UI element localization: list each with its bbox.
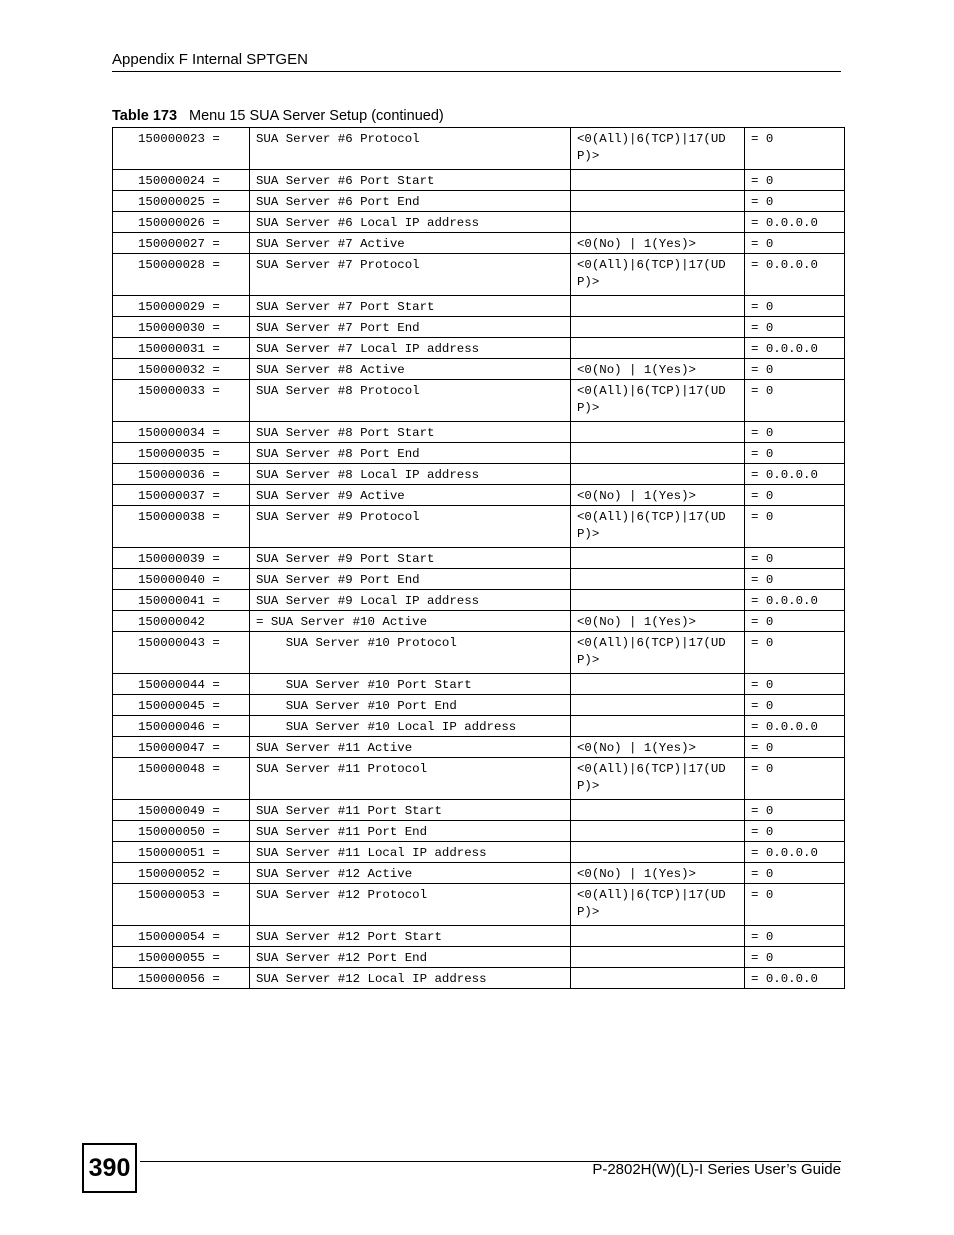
- table-row: [113, 485, 845, 506]
- table-row: [113, 800, 845, 821]
- parameter-value-cell: = 0: [745, 800, 845, 821]
- guide-title: P-2802H(W)(L)-I Series User’s Guide: [592, 1161, 841, 1178]
- parameter-range-cell: <0(No) | 1(Yes)>: [571, 233, 745, 254]
- parameter-code-cell: 150000039 =: [113, 548, 250, 569]
- table-body: [113, 128, 845, 989]
- parameter-range-cell: <0(No) | 1(Yes)>: [571, 359, 745, 380]
- table-row: [113, 569, 845, 590]
- header-divider: [112, 71, 841, 72]
- parameter-name-cell: SUA Server #6 Port End: [250, 191, 571, 212]
- parameter-value-cell: = 0: [745, 758, 845, 800]
- parameter-name-cell: SUA Server #12 Local IP address: [250, 968, 571, 989]
- parameter-code-cell: 150000048 =: [113, 758, 250, 800]
- table-row: [113, 716, 845, 737]
- table-row: [113, 170, 845, 191]
- parameter-range-cell: [571, 716, 745, 737]
- parameter-range-cell: [571, 443, 745, 464]
- parameter-code-cell: 150000043 =: [113, 632, 250, 674]
- table-row: [113, 548, 845, 569]
- table-row: [113, 737, 845, 758]
- parameter-code-cell: 150000031 =: [113, 338, 250, 359]
- running-header: Appendix F Internal SPTGEN: [112, 51, 308, 68]
- parameter-value-cell: = 0: [745, 170, 845, 191]
- table-row: [113, 926, 845, 947]
- parameter-code-cell: 150000054 =: [113, 926, 250, 947]
- parameter-value-cell: = 0: [745, 569, 845, 590]
- parameter-value-cell: = 0.0.0.0: [745, 590, 845, 611]
- parameter-name-cell: SUA Server #8 Port Start: [250, 422, 571, 443]
- table-row: [113, 359, 845, 380]
- parameter-range-cell: <0(All)|6(TCP)|17(UDP)>: [571, 884, 745, 926]
- table-row: [113, 338, 845, 359]
- table-row: [113, 695, 845, 716]
- table-row: [113, 212, 845, 233]
- table-row: [113, 758, 845, 800]
- parameter-name-cell: SUA Server #7 Protocol: [250, 254, 571, 296]
- parameter-value-cell: = 0: [745, 506, 845, 548]
- parameter-value-cell: = 0.0.0.0: [745, 716, 845, 737]
- parameter-value-cell: = 0: [745, 359, 845, 380]
- parameter-value-cell: = 0.0.0.0: [745, 338, 845, 359]
- parameter-code-cell: 150000050 =: [113, 821, 250, 842]
- table-row: [113, 632, 845, 674]
- parameter-code-cell: 150000045 =: [113, 695, 250, 716]
- parameter-value-cell: = 0: [745, 380, 845, 422]
- parameter-code-cell: 150000046 =: [113, 716, 250, 737]
- parameter-value-cell: = 0: [745, 674, 845, 695]
- parameter-code-cell: 150000037 =: [113, 485, 250, 506]
- parameter-range-cell: [571, 674, 745, 695]
- parameter-range-cell: [571, 968, 745, 989]
- table-row: [113, 191, 845, 212]
- parameter-value-cell: = 0: [745, 485, 845, 506]
- table-row: [113, 968, 845, 989]
- table-row: [113, 821, 845, 842]
- parameter-name-cell: SUA Server #7 Active: [250, 233, 571, 254]
- parameter-code-cell: 150000030 =: [113, 317, 250, 338]
- parameter-range-cell: [571, 317, 745, 338]
- parameter-range-cell: <0(All)|6(TCP)|17(UDP)>: [571, 632, 745, 674]
- parameter-value-cell: = 0: [745, 926, 845, 947]
- parameter-name-cell: SUA Server #8 Protocol: [250, 380, 571, 422]
- table-row: [113, 464, 845, 485]
- parameter-name-cell: SUA Server #11 Protocol: [250, 758, 571, 800]
- parameter-value-cell: = 0.0.0.0: [745, 254, 845, 296]
- parameter-value-cell: = 0: [745, 863, 845, 884]
- parameter-range-cell: [571, 212, 745, 233]
- parameter-code-cell: 150000038 =: [113, 506, 250, 548]
- parameter-code-cell: 150000028 =: [113, 254, 250, 296]
- parameter-name-cell: SUA Server #10 Port End: [250, 695, 571, 716]
- page-number: 390: [82, 1143, 137, 1193]
- parameter-code-cell: 150000034 =: [113, 422, 250, 443]
- parameter-value-cell: = 0.0.0.0: [745, 842, 845, 863]
- parameter-name-cell: SUA Server #12 Active: [250, 863, 571, 884]
- parameter-range-cell: [571, 191, 745, 212]
- table-row: [113, 128, 845, 170]
- table-row: [113, 674, 845, 695]
- parameter-code-cell: 150000036 =: [113, 464, 250, 485]
- parameter-name-cell: SUA Server #8 Active: [250, 359, 571, 380]
- parameter-range-cell: <0(All)|6(TCP)|17(UDP)>: [571, 380, 745, 422]
- parameter-range-cell: <0(All)|6(TCP)|17(UDP)>: [571, 128, 745, 170]
- parameter-name-cell: SUA Server #7 Port End: [250, 317, 571, 338]
- parameter-code-cell: 150000032 =: [113, 359, 250, 380]
- parameter-code-cell: 150000051 =: [113, 842, 250, 863]
- parameter-value-cell: = 0: [745, 821, 845, 842]
- parameter-value-cell: = 0.0.0.0: [745, 968, 845, 989]
- parameter-range-cell: <0(All)|6(TCP)|17(UDP)>: [571, 758, 745, 800]
- parameter-value-cell: = 0: [745, 884, 845, 926]
- parameter-code-cell: 150000055 =: [113, 947, 250, 968]
- parameter-range-cell: <0(No) | 1(Yes)>: [571, 737, 745, 758]
- parameter-name-cell: SUA Server #7 Local IP address: [250, 338, 571, 359]
- parameter-value-cell: = 0.0.0.0: [745, 464, 845, 485]
- parameter-range-cell: [571, 569, 745, 590]
- parameter-range-cell: [571, 926, 745, 947]
- parameter-name-cell: SUA Server #11 Port Start: [250, 800, 571, 821]
- parameter-name-cell: SUA Server #10 Port Start: [250, 674, 571, 695]
- parameter-code-cell: 150000025 =: [113, 191, 250, 212]
- parameter-name-cell: SUA Server #9 Port Start: [250, 548, 571, 569]
- parameter-range-cell: [571, 170, 745, 191]
- table-row: [113, 296, 845, 317]
- parameter-name-cell: SUA Server #8 Local IP address: [250, 464, 571, 485]
- parameter-name-cell: SUA Server #9 Local IP address: [250, 590, 571, 611]
- parameter-range-cell: [571, 338, 745, 359]
- table-row: [113, 317, 845, 338]
- parameter-range-cell: [571, 464, 745, 485]
- parameter-range-cell: <0(No) | 1(Yes)>: [571, 611, 745, 632]
- parameter-value-cell: = 0: [745, 422, 845, 443]
- parameter-name-cell: SUA Server #10 Protocol: [250, 632, 571, 674]
- parameter-name-cell: SUA Server #6 Local IP address: [250, 212, 571, 233]
- table-row: [113, 590, 845, 611]
- parameter-value-cell: = 0: [745, 737, 845, 758]
- parameter-value-cell: = 0: [745, 128, 845, 170]
- parameter-name-cell: = SUA Server #10 Active: [250, 611, 571, 632]
- parameter-code-cell: 150000049 =: [113, 800, 250, 821]
- table-row: [113, 863, 845, 884]
- parameter-value-cell: = 0: [745, 695, 845, 716]
- parameter-code-cell: 150000027 =: [113, 233, 250, 254]
- parameter-range-cell: <0(No) | 1(Yes)>: [571, 863, 745, 884]
- parameter-name-cell: SUA Server #7 Port Start: [250, 296, 571, 317]
- table-row: [113, 884, 845, 926]
- parameter-code-cell: 150000044 =: [113, 674, 250, 695]
- parameter-value-cell: = 0: [745, 296, 845, 317]
- parameter-value-cell: = 0: [745, 233, 845, 254]
- parameter-name-cell: SUA Server #9 Protocol: [250, 506, 571, 548]
- parameter-code-cell: 150000056 =: [113, 968, 250, 989]
- parameter-name-cell: SUA Server #8 Port End: [250, 443, 571, 464]
- sua-server-table: [112, 127, 845, 989]
- parameter-value-cell: = 0: [745, 548, 845, 569]
- parameter-value-cell: = 0: [745, 611, 845, 632]
- parameter-code-cell: 150000024 =: [113, 170, 250, 191]
- parameter-name-cell: SUA Server #12 Port End: [250, 947, 571, 968]
- parameter-range-cell: <0(All)|6(TCP)|17(UDP)>: [571, 506, 745, 548]
- parameter-name-cell: SUA Server #11 Port End: [250, 821, 571, 842]
- parameter-value-cell: = 0: [745, 947, 845, 968]
- parameter-code-cell: 150000042: [113, 611, 250, 632]
- parameter-value-cell: = 0: [745, 317, 845, 338]
- parameter-value-cell: = 0: [745, 191, 845, 212]
- parameter-range-cell: [571, 695, 745, 716]
- parameter-range-cell: [571, 548, 745, 569]
- parameter-range-cell: [571, 590, 745, 611]
- table-row: [113, 842, 845, 863]
- parameter-name-cell: SUA Server #12 Port Start: [250, 926, 571, 947]
- parameter-value-cell: = 0: [745, 632, 845, 674]
- table-row: [113, 611, 845, 632]
- parameter-range-cell: [571, 842, 745, 863]
- parameter-code-cell: 150000023 =: [113, 128, 250, 170]
- parameter-value-cell: = 0: [745, 443, 845, 464]
- parameter-range-cell: [571, 800, 745, 821]
- parameter-range-cell: [571, 422, 745, 443]
- parameter-name-cell: SUA Server #9 Port End: [250, 569, 571, 590]
- table-row: [113, 506, 845, 548]
- table-row: [113, 233, 845, 254]
- table-title: Menu 15 SUA Server Setup (continued): [189, 108, 444, 124]
- parameter-name-cell: SUA Server #10 Local IP address: [250, 716, 571, 737]
- table-caption: [112, 108, 444, 124]
- parameter-name-cell: SUA Server #12 Protocol: [250, 884, 571, 926]
- parameter-code-cell: 150000053 =: [113, 884, 250, 926]
- parameter-range-cell: <0(No) | 1(Yes)>: [571, 485, 745, 506]
- parameter-code-cell: 150000040 =: [113, 569, 250, 590]
- table-container: [112, 127, 845, 989]
- parameter-name-cell: SUA Server #9 Active: [250, 485, 571, 506]
- parameter-range-cell: [571, 947, 745, 968]
- table-row: [113, 422, 845, 443]
- parameter-name-cell: SUA Server #11 Active: [250, 737, 571, 758]
- parameter-name-cell: SUA Server #6 Protocol: [250, 128, 571, 170]
- table-number: Table 173: [112, 108, 178, 124]
- parameter-code-cell: 150000052 =: [113, 863, 250, 884]
- parameter-code-cell: 150000041 =: [113, 590, 250, 611]
- parameter-value-cell: = 0.0.0.0: [745, 212, 845, 233]
- parameter-range-cell: [571, 296, 745, 317]
- table-row: [113, 947, 845, 968]
- parameter-range-cell: <0(All)|6(TCP)|17(UDP)>: [571, 254, 745, 296]
- parameter-code-cell: 150000047 =: [113, 737, 250, 758]
- table-row: [113, 380, 845, 422]
- table-row: [113, 443, 845, 464]
- parameter-code-cell: 150000035 =: [113, 443, 250, 464]
- parameter-code-cell: 150000026 =: [113, 212, 250, 233]
- parameter-name-cell: SUA Server #6 Port Start: [250, 170, 571, 191]
- parameter-name-cell: SUA Server #11 Local IP address: [250, 842, 571, 863]
- parameter-code-cell: 150000029 =: [113, 296, 250, 317]
- parameter-range-cell: [571, 821, 745, 842]
- parameter-code-cell: 150000033 =: [113, 380, 250, 422]
- table-row: [113, 254, 845, 296]
